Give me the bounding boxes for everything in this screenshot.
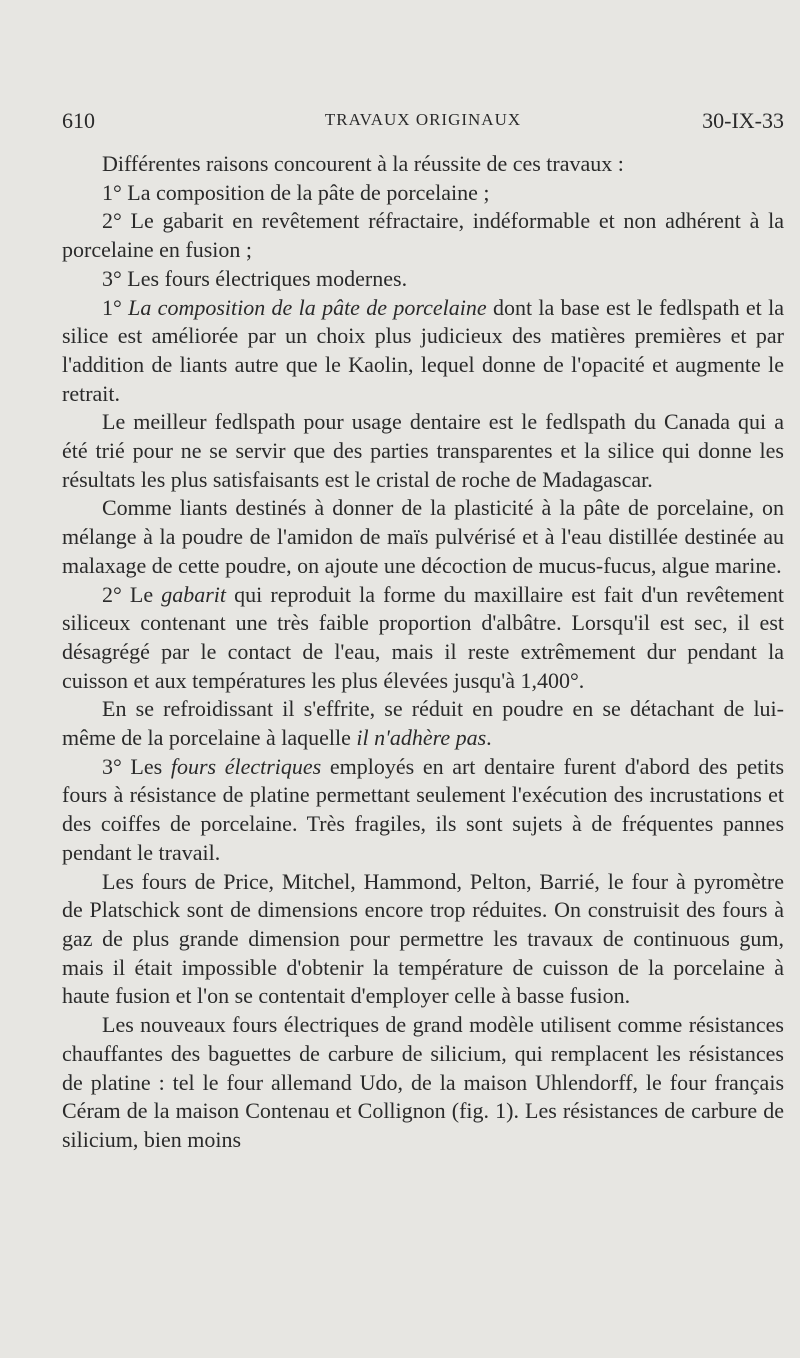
paragraph [62, 494, 784, 580]
italic-text: il n'adhère pas [356, 725, 487, 751]
text-run: Les fours de Price, Mitchel, Hammond, Pelton, Barrié, le four à pyromètre de Platschick sont de dimensions encore trop réduites. On construisit des fours à gaz de plus grande dimension pour permettre les travaux de continuous gum, mais il était impossible d'obtenir la température de cuisson de la porcelaine à haute fusion et l'on se contentait d'employer celle à basse fusion. [62, 868, 784, 1009]
paragraph [62, 868, 784, 1012]
paragraph [62, 150, 784, 179]
running-title: TRAVAUX ORIGINAUX [324, 110, 522, 129]
page-number: 610 [62, 108, 95, 133]
paragraph [62, 408, 784, 494]
text-run: Les nouveaux fours électriques de grand modèle utilisent comme résistances chauffantes des baguettes de carbure de silicium, qui remplacent les résistances de platine : tel le four allemand Udo, de la maison Uhlendorff, le four français Céram de la maison Contenau et Collignon (fig. 1). Les résistances de carbure de silicium, bien moins [62, 1012, 784, 1152]
text-run: 3° Les [102, 753, 171, 779]
text-run: qui reproduit la forme du maxillaire est fait d'un revêtement siliceux contenant une très faible proportion d'albâtre. Lorsqu'il est sec, il est désagrégé par le contact de l'eau, mais il reste extrêmement dur pendant la cuisson et aux températures les plus élevées jusqu'à 1,400°. [62, 581, 784, 693]
paragraph [62, 581, 784, 696]
paragraph [62, 294, 784, 409]
italic-text: La composition de la pâte de porcelaine [128, 294, 487, 320]
paragraph [62, 179, 784, 208]
text-run: employés en art dentaire furent d'abord des petits fours à résistance de platine permettant seulement l'exécution des incrustations et des coiffes de porcelaine. Très fragiles, ils sont sujets à de fréquentes pannes pendant le travail. [62, 753, 785, 865]
text-run: Le meilleur fedlspath pour usage dentaire est le fedlspath du Canada qui a été trié pour ne se servir que des parties transparentes et la silice qui donne les résultats les plus satisfaisants est le cristal de roche de Madagascar. [62, 409, 784, 492]
text-run: Différentes raisons concourent à la réussite de ces travaux : [102, 151, 624, 176]
paragraph [62, 695, 784, 752]
header-date: 30-IX-33 [702, 108, 784, 133]
text-run: En se refroidissant il s'effrite, se réduit en poudre en se détachant de lui-même de la porcelaine à laquelle [62, 696, 784, 751]
text-run: Comme liants destinés à donner de la plasticité à la pâte de porcelaine, on mélange à la poudre de l'amidon de maïs pulvérisé et à l'eau distillée destinée au malaxage de cette poudre, on ajoute une décoction de mucus-fucus, algue marine. [62, 495, 784, 578]
paragraph [62, 265, 784, 294]
text-run: 1° La composition de la pâte de porcelaine ; [102, 179, 490, 205]
text-run: 1° [102, 294, 129, 320]
paragraph [62, 753, 784, 868]
text-run: 2° Le [102, 581, 162, 607]
paragraph [62, 207, 784, 264]
text-run: dont la base est le fedlspath et la silice est améliorée par un choix plus judicieux des matières premières et par l'addition de liants autre que le Kaolin, lequel donne de l'opacité et augmente le retrait. [62, 294, 784, 406]
paragraph [62, 1011, 784, 1155]
text-run: . [486, 725, 492, 751]
italic-text: gabarit [161, 581, 227, 607]
page-header [62, 108, 784, 138]
text-run: 2° Le gabarit en revêtement réfractaire, indéformable et non adhérent à la porcelaine en fusion ; [62, 208, 784, 263]
text-run: 3° Les fours électriques modernes. [102, 265, 408, 291]
italic-text: fours électriques [170, 753, 322, 779]
body-text [62, 150, 784, 1155]
